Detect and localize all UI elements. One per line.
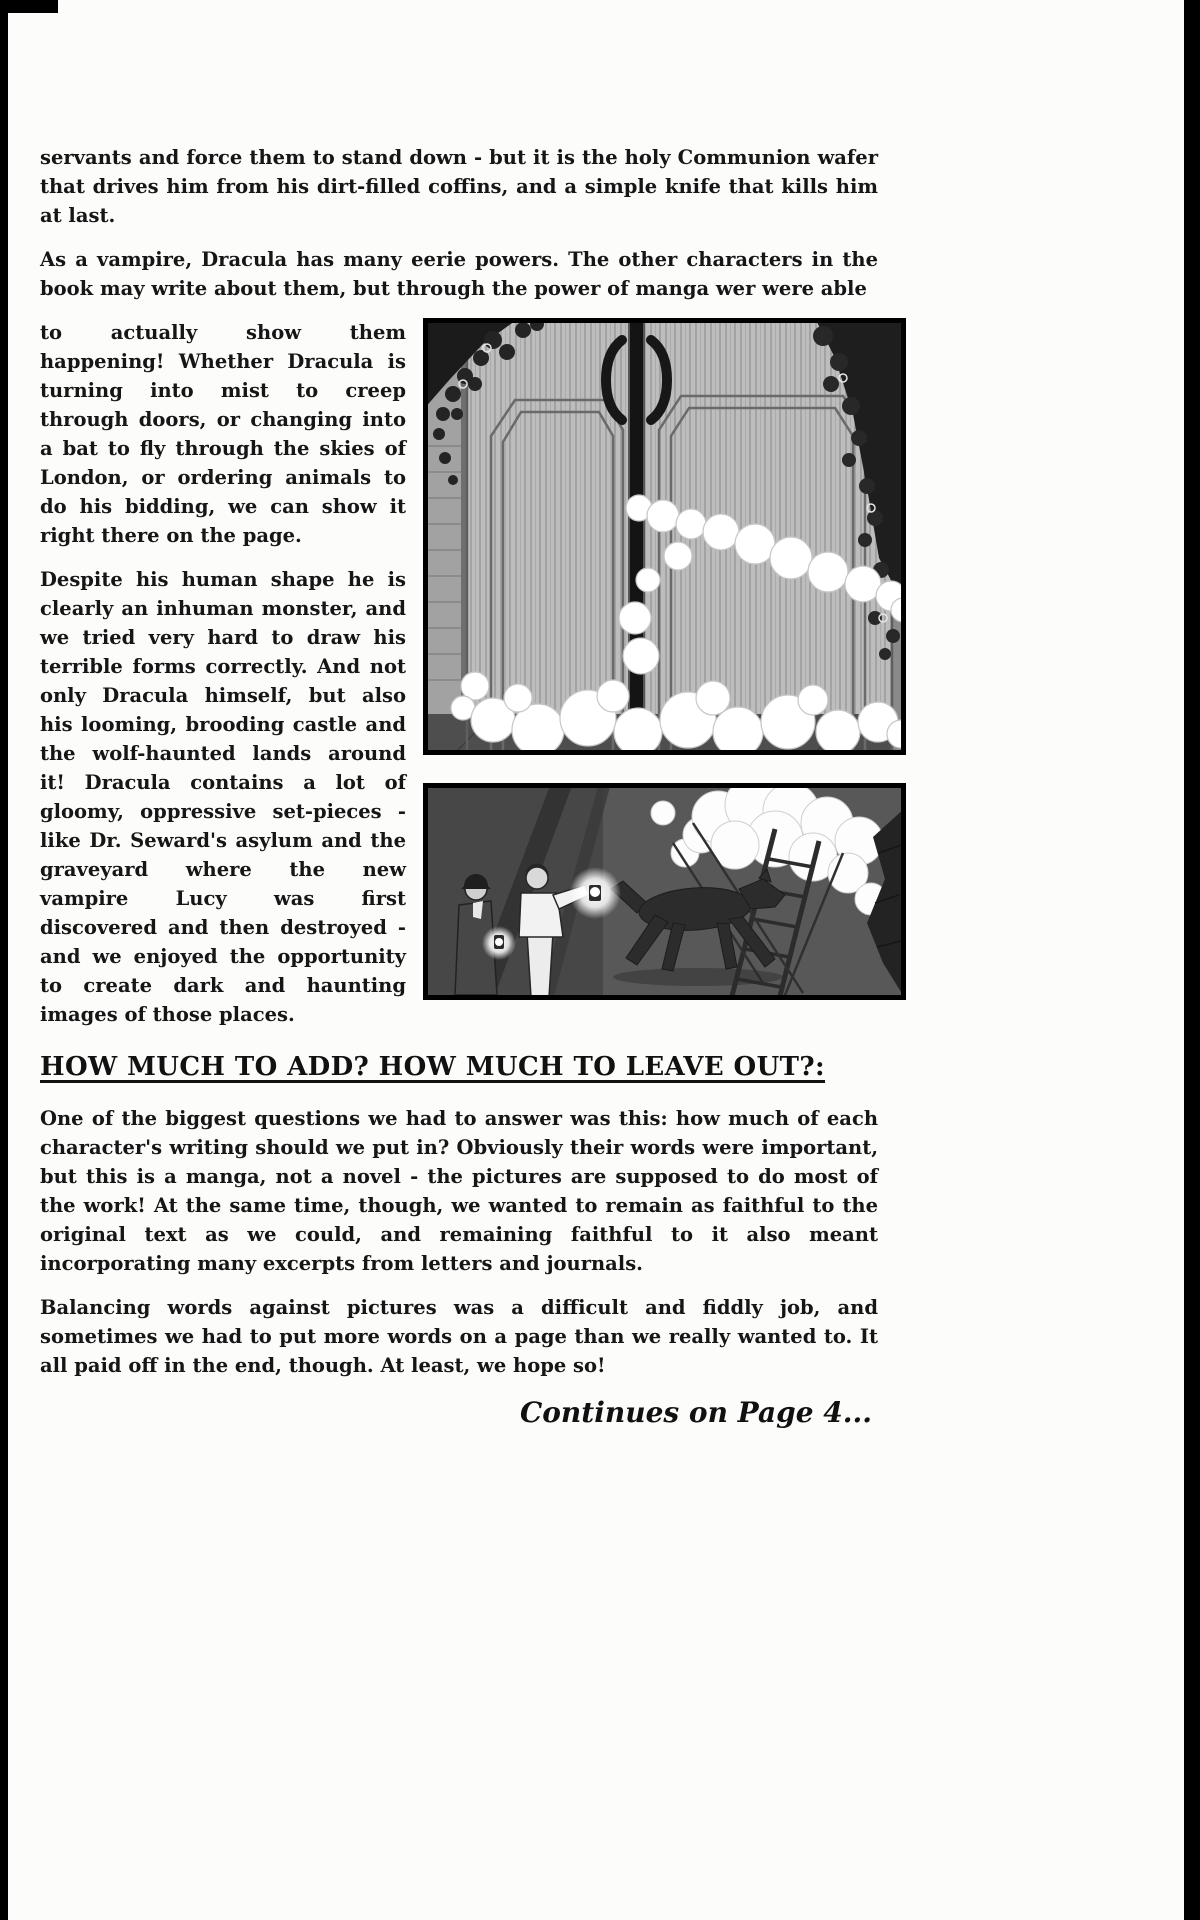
lanterns-wolf-illustration — [423, 783, 906, 1000]
body-paragraph: Despite his human shape he is clearly an inhuman monster, and we tried very hard to draw his terrible forms correctly. And not only Dracula himself, but also his looming, brooding castle and the wolf-haunted lands around it! Dracula contains a lot of gloomy, oppressive set-pieces - like Dr. Seward's asylum and the graveyard where the new vampire Lucy was first discovered and then destroyed - and we enjoyed the opportunity to create dark and haunting images of those places. — [40, 568, 406, 1026]
scan-edge-top-left — [0, 0, 58, 13]
text-column — [40, 318, 406, 1044]
scan-edge-left — [0, 0, 8, 1920]
text-image-row — [40, 318, 906, 1044]
manga-panel-lanterns-wolf — [423, 783, 906, 1000]
body-paragraph: servants and force them to stand down - but it is the holy Communion wafer that drives him from his dirt-filled coffins, and a simple knife that kills him at last. — [40, 146, 878, 227]
body-paragraph: As a vampire, Dracula has many eerie powers. The other characters in the book may write about them, but through the power of manga wer were able — [40, 248, 878, 300]
manga-panel-doors-mist — [423, 318, 906, 755]
body-paragraph: One of the biggest questions we had to answer was this: how much of each character's writing should we put in? Obviously their words were important, but this is a manga, not a novel - the pictures are supposed to do most of the work! At the same time, though, we wanted to remain as faithful to the original text as we could, and remaining faithful to it also meant incorporating many excerpts from letters and journals. — [40, 1107, 878, 1275]
page-content — [40, 143, 906, 1429]
section-heading: HOW MUCH TO ADD? HOW MUCH TO LEAVE OUT?: — [40, 1052, 826, 1082]
body-paragraph: to actually show them happening! Whether Dracula is turning into mist to creep through doors, or changing into a bat to fly through the skies of London, or ordering animals to do his bidding, we can show it right there on the page. — [40, 321, 406, 547]
doors-mist-illustration — [423, 318, 906, 755]
scan-edge-right — [1184, 0, 1200, 1920]
continues-note: Continues on Page 4... — [519, 1396, 872, 1429]
body-paragraph: Balancing words against pictures was a difficult and fiddly job, and sometimes we had to put more words on a page than we really wanted to. It all paid off in the end, though. At least, we hope so! — [40, 1296, 878, 1377]
image-column — [423, 318, 906, 1000]
